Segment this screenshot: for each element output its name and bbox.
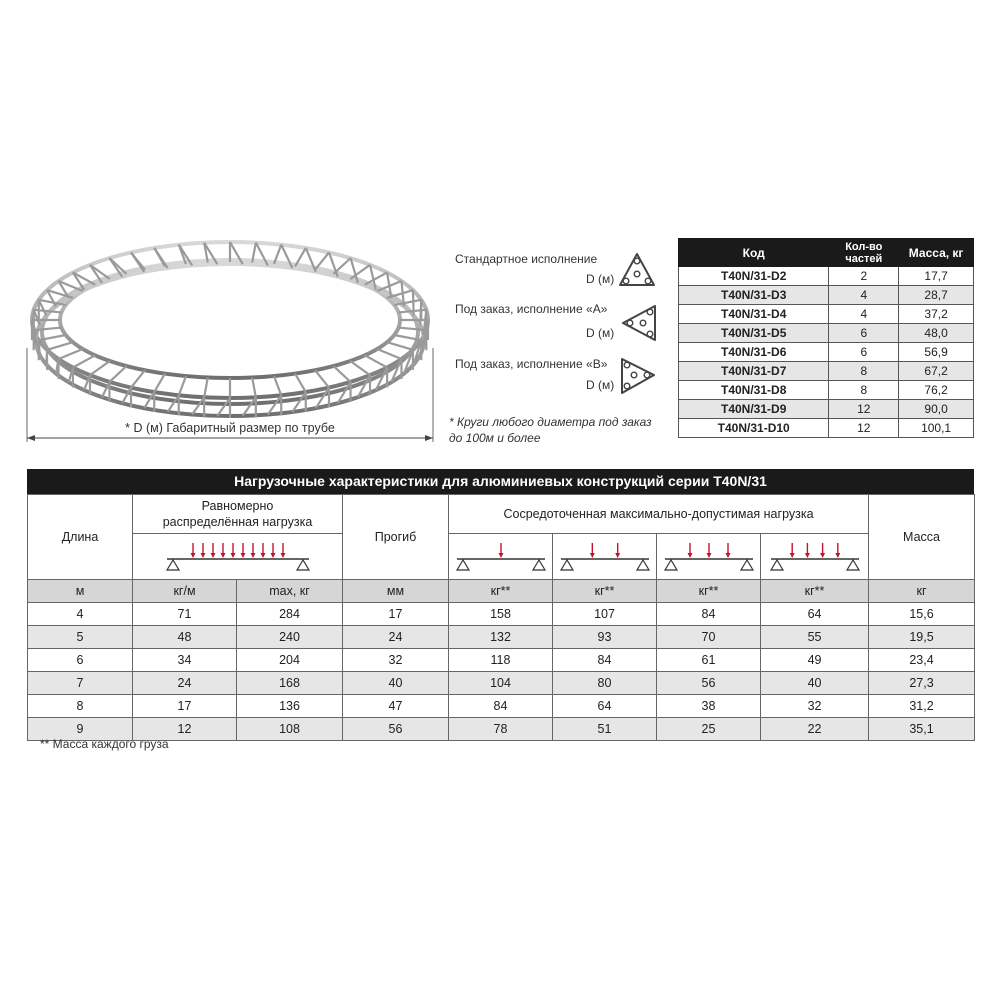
code-cell: T40N/31-D10 xyxy=(679,419,829,438)
load-arrow-icon xyxy=(240,543,245,558)
load-arrow-icon xyxy=(210,543,215,558)
support-icon xyxy=(771,560,783,570)
load-arrow-icon xyxy=(589,543,594,558)
load-table-row xyxy=(28,649,975,672)
load-value-cell: 34 xyxy=(133,649,237,672)
header-uniform-load xyxy=(133,495,343,534)
load-value-cell: 22 xyxy=(761,718,869,741)
uniform-load-diagram xyxy=(163,539,313,575)
load-arrow-icon xyxy=(706,543,711,558)
load-value-cell: 78 xyxy=(449,718,553,741)
load-table-row xyxy=(28,626,975,649)
load-value-cell: 56 xyxy=(657,672,761,695)
load-value-cell: 61 xyxy=(657,649,761,672)
unit-cell: мм xyxy=(343,580,449,603)
unit-cell: кг** xyxy=(449,580,553,603)
load-value-cell: 84 xyxy=(553,649,657,672)
variant-b-d: D (м) xyxy=(586,378,615,392)
codes-table-row xyxy=(679,362,974,381)
unit-cell: max, кг xyxy=(237,580,343,603)
codes-table-row xyxy=(679,305,974,324)
load-value-cell: 40 xyxy=(343,672,449,695)
point-load-2-cell xyxy=(553,534,657,580)
mass-cell: 100,1 xyxy=(899,419,974,438)
point-load-2-diagram xyxy=(557,539,653,575)
circle-note-line1: * Круги любого диаметра под заказ xyxy=(449,415,652,429)
mass-cell: 90,0 xyxy=(899,400,974,419)
load-value-cell: 49 xyxy=(761,649,869,672)
parts-cell: 6 xyxy=(829,324,899,343)
load-value-cell: 47 xyxy=(343,695,449,718)
load-value-cell: 24 xyxy=(343,626,449,649)
load-value-cell: 19,5 xyxy=(869,626,975,649)
point-load-1-cell xyxy=(449,534,553,580)
load-value-cell: 17 xyxy=(343,603,449,626)
codes-table-row xyxy=(679,324,974,343)
load-value-cell: 84 xyxy=(449,695,553,718)
header-deflection: Прогиб xyxy=(343,495,449,580)
mass-cell: 76,2 xyxy=(899,381,974,400)
load-table xyxy=(27,494,975,741)
load-value-cell: 40 xyxy=(761,672,869,695)
header-uniform-line2: распределённая нагрузка xyxy=(162,515,313,530)
support-icon xyxy=(561,560,573,570)
mass-cell: 48,0 xyxy=(899,324,974,343)
support-icon xyxy=(297,560,309,570)
support-icon xyxy=(167,560,179,570)
support-icon xyxy=(665,560,677,570)
load-value-cell: 4 xyxy=(28,603,133,626)
load-value-cell: 71 xyxy=(133,603,237,626)
mass-cell: 28,7 xyxy=(899,286,974,305)
load-arrow-icon xyxy=(270,543,275,558)
support-icon xyxy=(533,560,545,570)
load-value-cell: 132 xyxy=(449,626,553,649)
parts-cell: 12 xyxy=(829,400,899,419)
variant-standard-label: Стандартное исполнение xyxy=(455,252,598,266)
load-value-cell: 35,1 xyxy=(869,718,975,741)
code-cell: T40N/31-D2 xyxy=(679,267,829,286)
load-value-cell: 84 xyxy=(657,603,761,626)
unit-cell: кг/м xyxy=(133,580,237,603)
load-value-cell: 48 xyxy=(133,626,237,649)
triangle-standard-icon xyxy=(617,250,657,290)
load-value-cell: 15,6 xyxy=(869,603,975,626)
load-value-cell: 7 xyxy=(28,672,133,695)
codes-header-code: Код xyxy=(679,239,829,267)
load-arrow-icon xyxy=(687,543,692,558)
mass-cell: 56,9 xyxy=(899,343,974,362)
load-value-cell: 108 xyxy=(237,718,343,741)
code-cell: T40N/31-D3 xyxy=(679,286,829,305)
load-value-cell: 56 xyxy=(343,718,449,741)
load-value-cell: 107 xyxy=(553,603,657,626)
circular-truss-illustration xyxy=(15,228,445,448)
load-value-cell: 31,2 xyxy=(869,695,975,718)
load-value-cell: 104 xyxy=(449,672,553,695)
load-value-cell: 51 xyxy=(553,718,657,741)
load-value-cell: 118 xyxy=(449,649,553,672)
load-value-cell: 12 xyxy=(133,718,237,741)
load-value-cell: 24 xyxy=(133,672,237,695)
load-table-row xyxy=(28,718,975,741)
load-value-cell: 168 xyxy=(237,672,343,695)
load-value-cell: 158 xyxy=(449,603,553,626)
header-uniform-line1: Равномерно xyxy=(201,499,274,514)
codes-table-row xyxy=(679,267,974,286)
parts-cell: 6 xyxy=(829,343,899,362)
unit-cell: кг xyxy=(869,580,975,603)
codes-table xyxy=(678,238,974,438)
load-value-cell: 64 xyxy=(761,603,869,626)
codes-table-row xyxy=(679,381,974,400)
point-load-1-diagram xyxy=(453,539,549,575)
load-value-cell: 9 xyxy=(28,718,133,741)
load-value-cell: 240 xyxy=(237,626,343,649)
code-cell: T40N/31-D7 xyxy=(679,362,829,381)
parts-cell: 2 xyxy=(829,267,899,286)
unit-cell: м xyxy=(28,580,133,603)
load-table-row xyxy=(28,603,975,626)
load-value-cell: 8 xyxy=(28,695,133,718)
codes-table-row xyxy=(679,419,974,438)
uniform-load-diagram-cell xyxy=(133,534,343,580)
header-length: Длина xyxy=(28,495,133,580)
load-arrow-icon xyxy=(230,543,235,558)
load-value-cell: 93 xyxy=(553,626,657,649)
variant-a-d: D (м) xyxy=(586,326,615,340)
support-icon xyxy=(847,560,859,570)
mass-cell: 17,7 xyxy=(899,267,974,286)
load-value-cell: 38 xyxy=(657,695,761,718)
load-arrow-icon xyxy=(804,543,809,558)
load-value-cell: 17 xyxy=(133,695,237,718)
diameter-label: * D (м) Габаритный размер по трубе xyxy=(125,421,335,435)
header-mass: Масса xyxy=(869,495,975,580)
parts-cell: 12 xyxy=(829,419,899,438)
load-table-row xyxy=(28,695,975,718)
parts-cell: 8 xyxy=(829,381,899,400)
point-load-4-diagram xyxy=(767,539,863,575)
parts-cell: 4 xyxy=(829,286,899,305)
load-arrow-icon xyxy=(190,543,195,558)
codes-header-mass: Масса, кг xyxy=(899,239,974,267)
parts-cell: 8 xyxy=(829,362,899,381)
weight-footnote: ** Масса каждого груза xyxy=(40,737,169,751)
load-value-cell: 55 xyxy=(761,626,869,649)
load-table-row xyxy=(28,672,975,695)
unit-cell: кг** xyxy=(657,580,761,603)
load-value-cell: 25 xyxy=(657,718,761,741)
point-load-3-diagram xyxy=(661,539,757,575)
circle-note-line2: до 100м и более xyxy=(449,431,541,445)
code-cell: T40N/31-D5 xyxy=(679,324,829,343)
code-cell: T40N/31-D6 xyxy=(679,343,829,362)
load-arrow-icon xyxy=(725,543,730,558)
load-value-cell: 32 xyxy=(343,649,449,672)
load-arrow-icon xyxy=(498,543,503,558)
load-value-cell: 284 xyxy=(237,603,343,626)
code-cell: T40N/31-D8 xyxy=(679,381,829,400)
support-icon xyxy=(741,560,753,570)
code-cell: T40N/31-D9 xyxy=(679,400,829,419)
load-table-title: Нагрузочные характеристики для алюминиевых конструкций серии T40N/31 xyxy=(27,469,974,494)
variant-a-label: Под заказ, исполнение «A» xyxy=(455,302,608,316)
load-value-cell: 5 xyxy=(28,626,133,649)
triangle-a-icon xyxy=(619,303,659,343)
support-icon xyxy=(457,560,469,570)
codes-table-row xyxy=(679,343,974,362)
code-cell: T40N/31-D4 xyxy=(679,305,829,324)
load-value-cell: 64 xyxy=(553,695,657,718)
support-icon xyxy=(637,560,649,570)
load-value-cell: 23,4 xyxy=(869,649,975,672)
circle-diameter-note xyxy=(449,414,652,446)
parts-cell: 4 xyxy=(829,305,899,324)
load-arrow-icon xyxy=(789,543,794,558)
point-load-4-cell xyxy=(761,534,869,580)
load-arrow-icon xyxy=(820,543,825,558)
triangle-b-icon xyxy=(618,355,658,397)
unit-cell: кг** xyxy=(553,580,657,603)
mass-cell: 37,2 xyxy=(899,305,974,324)
load-value-cell: 6 xyxy=(28,649,133,672)
load-arrow-icon xyxy=(835,543,840,558)
load-value-cell: 70 xyxy=(657,626,761,649)
load-arrow-icon xyxy=(220,543,225,558)
load-value-cell: 27,3 xyxy=(869,672,975,695)
unit-cell: кг** xyxy=(761,580,869,603)
load-value-cell: 136 xyxy=(237,695,343,718)
header-point-load: Сосредоточенная максимально-допустимая нагрузка xyxy=(449,495,869,534)
load-value-cell: 32 xyxy=(761,695,869,718)
variant-b-label: Под заказ, исполнение «B» xyxy=(455,357,608,371)
load-arrow-icon xyxy=(260,543,265,558)
load-value-cell: 204 xyxy=(237,649,343,672)
load-arrow-icon xyxy=(250,543,255,558)
point-load-3-cell xyxy=(657,534,761,580)
codes-table-row xyxy=(679,286,974,305)
codes-table-row xyxy=(679,400,974,419)
codes-header-parts: Кол-во частей xyxy=(829,239,899,267)
load-value-cell: 80 xyxy=(553,672,657,695)
load-arrow-icon xyxy=(200,543,205,558)
load-arrow-icon xyxy=(280,543,285,558)
load-arrow-icon xyxy=(615,543,620,558)
mass-cell: 67,2 xyxy=(899,362,974,381)
variant-standard-d: D (м) xyxy=(586,272,615,286)
